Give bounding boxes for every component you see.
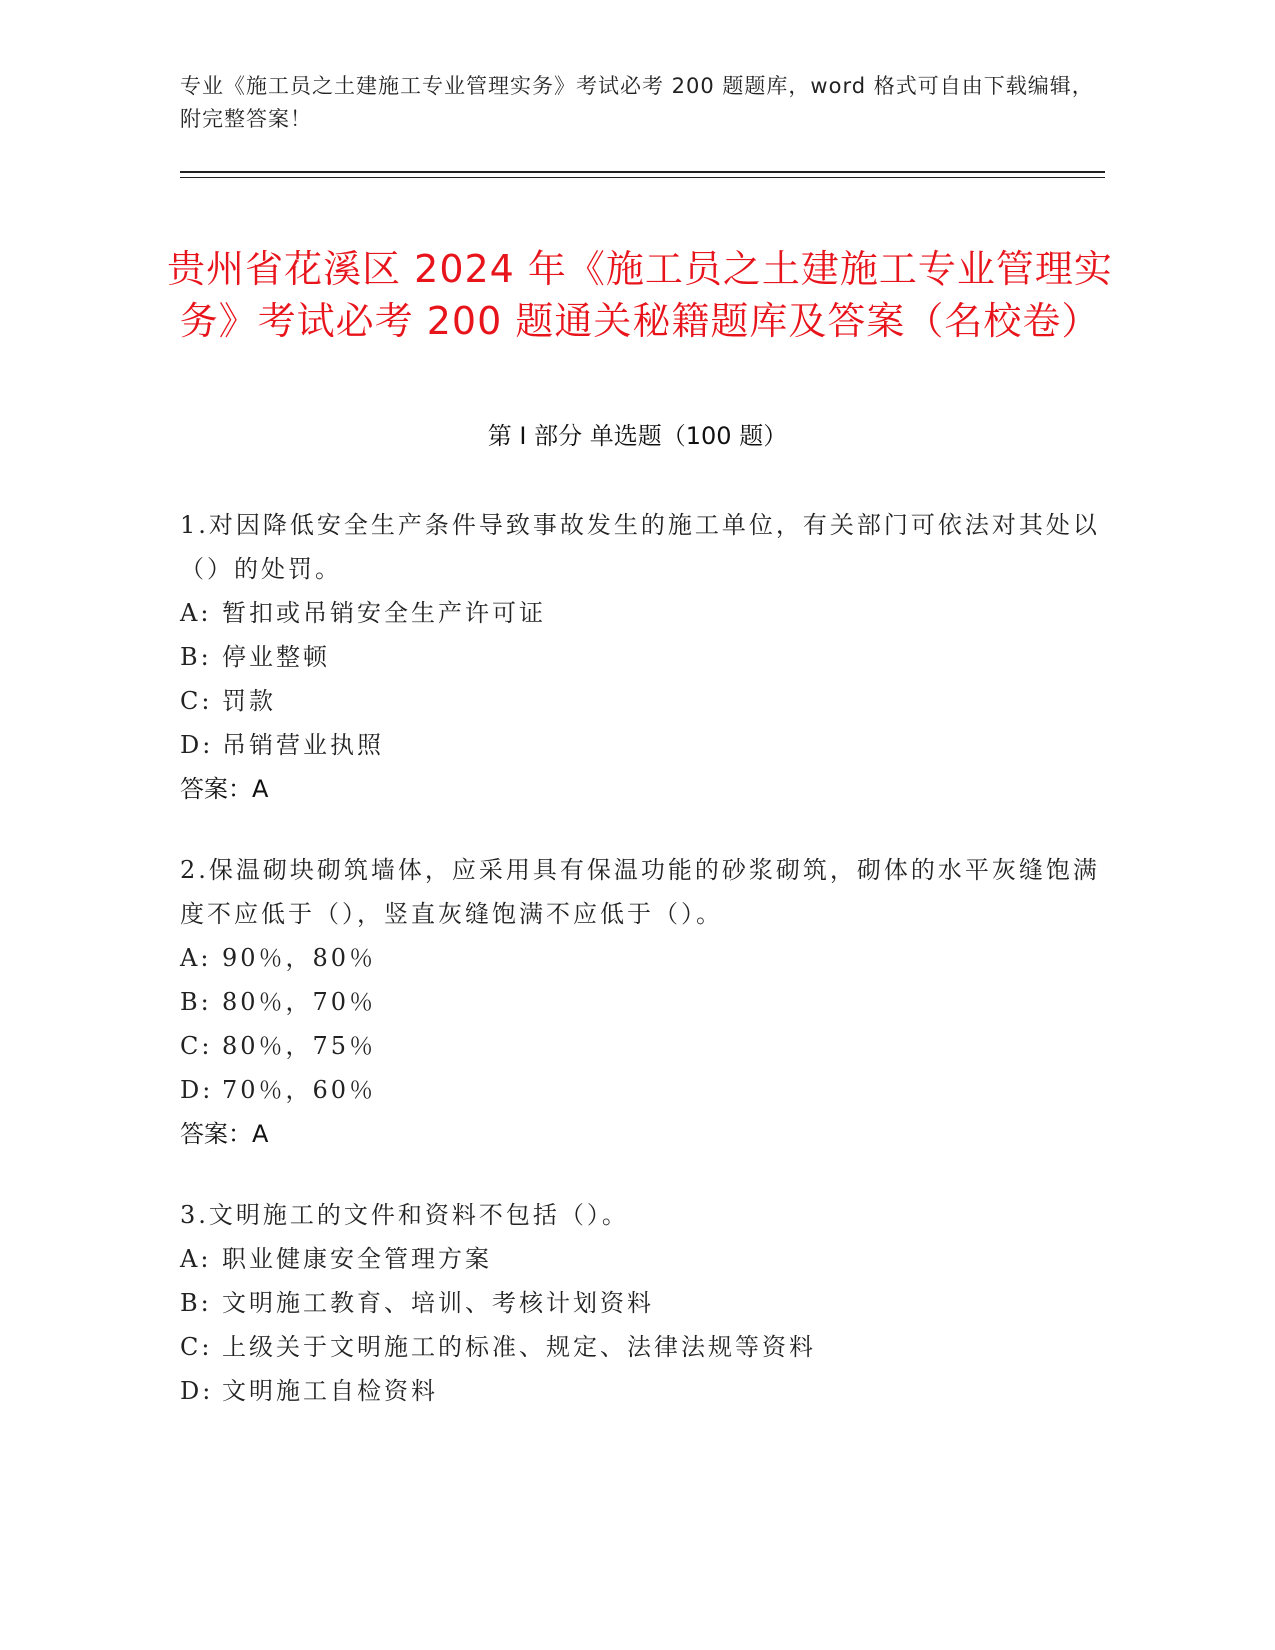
- section-title: 第 I 部分 单选题（100 题）: [487, 422, 788, 450]
- question-item: [180, 848, 1100, 1156]
- option-b: [180, 1281, 1100, 1325]
- option-key: D:: [180, 731, 214, 759]
- option-c: [180, 1024, 1100, 1068]
- option-text: 上级关于文明施工的标准、规定、法律法规等资料: [222, 1333, 816, 1361]
- option-key: C:: [180, 1032, 213, 1060]
- option-key: B:: [180, 643, 212, 671]
- option-text: 80％，75％: [222, 1032, 377, 1060]
- question-list: [180, 503, 1100, 1450]
- option-key: B:: [180, 988, 212, 1016]
- option-d: [180, 1369, 1100, 1413]
- option-text: 停业整顿: [222, 643, 330, 671]
- document-title: 贵州省花溪区 2024 年《施工员之土建施工专业管理实务》考试必考 200 题通关秘籍题库及答案（名校卷）: [167, 247, 1113, 344]
- option-a: [180, 1237, 1100, 1281]
- question-stem: 1.对因降低安全生产条件导致事故发生的施工单位，有关部门可依法对其处以（）的处罚。: [180, 511, 1100, 583]
- option-text: 文明施工自检资料: [222, 1377, 438, 1405]
- option-b: [180, 635, 1100, 679]
- option-text: 吊销营业执照: [222, 731, 384, 759]
- option-key: C:: [180, 687, 213, 715]
- option-text: 暂扣或吊销安全生产许可证: [222, 599, 546, 627]
- option-a: [180, 936, 1100, 980]
- option-key: D:: [180, 1076, 214, 1104]
- option-a: [180, 591, 1100, 635]
- option-text: 90％，80％: [222, 944, 377, 972]
- option-c: [180, 679, 1100, 723]
- question-item: [180, 1193, 1100, 1413]
- option-key: A:: [180, 944, 212, 972]
- option-d: [180, 723, 1100, 767]
- option-text: 80％，70％: [222, 988, 377, 1016]
- option-key: A:: [180, 1245, 212, 1273]
- option-text: 罚款: [222, 687, 276, 715]
- option-key: C:: [180, 1333, 213, 1361]
- question-item: [180, 503, 1100, 811]
- option-text: 70％，60％: [222, 1076, 377, 1104]
- question-stem: 3.文明施工的文件和资料不包括（）。: [180, 1201, 629, 1229]
- option-key: B:: [180, 1289, 212, 1317]
- option-text: 职业健康安全管理方案: [222, 1245, 492, 1273]
- header-note: 专业《施工员之土建施工专业管理实务》考试必考 200 题题库，word 格式可自由下载编辑，附完整答案！: [180, 74, 1094, 131]
- option-c: [180, 1325, 1100, 1369]
- option-key: A:: [180, 599, 212, 627]
- header-divider-thick: [180, 171, 1105, 173]
- answer-line: 答案：A: [180, 1120, 269, 1148]
- option-key: D:: [180, 1377, 214, 1405]
- option-d: [180, 1068, 1100, 1112]
- header-divider-thin: [180, 177, 1105, 178]
- option-b: [180, 980, 1100, 1024]
- question-stem: 2.保温砌块砌筑墙体，应采用具有保温功能的砂浆砌筑，砌体的水平灰缝饱满度不应低于（），竖直灰缝饱满不应低于（）。: [180, 856, 1100, 928]
- answer-line: 答案：A: [180, 775, 269, 803]
- option-text: 文明施工教育、培训、考核计划资料: [222, 1289, 654, 1317]
